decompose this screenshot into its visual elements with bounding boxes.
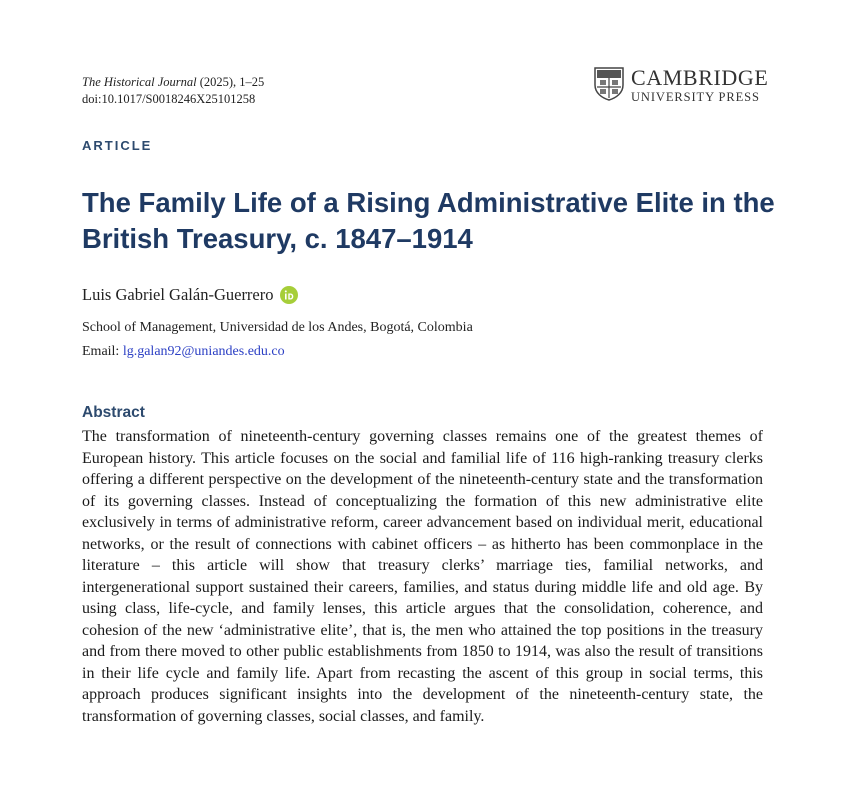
journal-issue: (2025), 1–25 [196,75,265,89]
article-type-label: ARTICLE [82,138,153,153]
affiliation: School of Management, Universidad de los Andes, Bogotá, Colombia [82,320,473,335]
email-label: Email: [82,344,123,359]
abstract-heading: Abstract [82,404,145,421]
journal-name: The Historical Journal [82,75,197,89]
journal-citation [82,74,264,108]
crest-icon [594,67,624,101]
email-link[interactable]: lg.galan92@uniandes.edu.co [122,344,285,359]
article-title: The Family Life of a Rising Administrative Elite in the British Treasury, c. 1847–1914 [82,187,775,254]
email-line [82,344,285,360]
author [82,285,298,305]
publisher-name: CAMBRIDGE [631,65,769,90]
orcid-icon[interactable] [280,286,298,304]
publisher-subtitle: UNIVERSITY PRESS [631,90,760,104]
abstract-text: The transformation of nineteenth-century governing classes remains one of the greatest themes of European history. This article focuses on the social and familial life of 116 high-ranking treasury clerks offering a different perspective on the development of the nineteenth-century state and the transformation of its governing classes. Instead of conceptualizing the formation of this new administrative elite exclusively in terms of administrative reform, career advancement based on individual merit, educational networks, or the result of connections with cabinet officers – as hitherto has been commonplace in the literature – this article will show that treasury clerks’ marriage ties, familial networks, and intergenerational support sustained their careers, families, and status during middle life and old age. By using class, life-cycle, and family lenses, this article argues that the consolidation, coherence, and cohesion of the new ‘administrative elite’, that is, the men who attained the top positions in the treasury and from there moved to other public establishments from 1850 to 1914, was also the result of transitions in their life cycle and family life. Apart from recasting the ascent of this group in social terms, this approach produces significant insights into the development of the nineteenth-century state, the transformation of governing classes, social classes, and family. [82,428,763,725]
author-name[interactable]: Luis Gabriel Galán-Guerrero [82,285,274,304]
journal-line [82,74,264,91]
doi[interactable]: doi:10.1017/S0018246X25101258 [82,92,256,106]
publisher-logo[interactable] [594,67,768,104]
